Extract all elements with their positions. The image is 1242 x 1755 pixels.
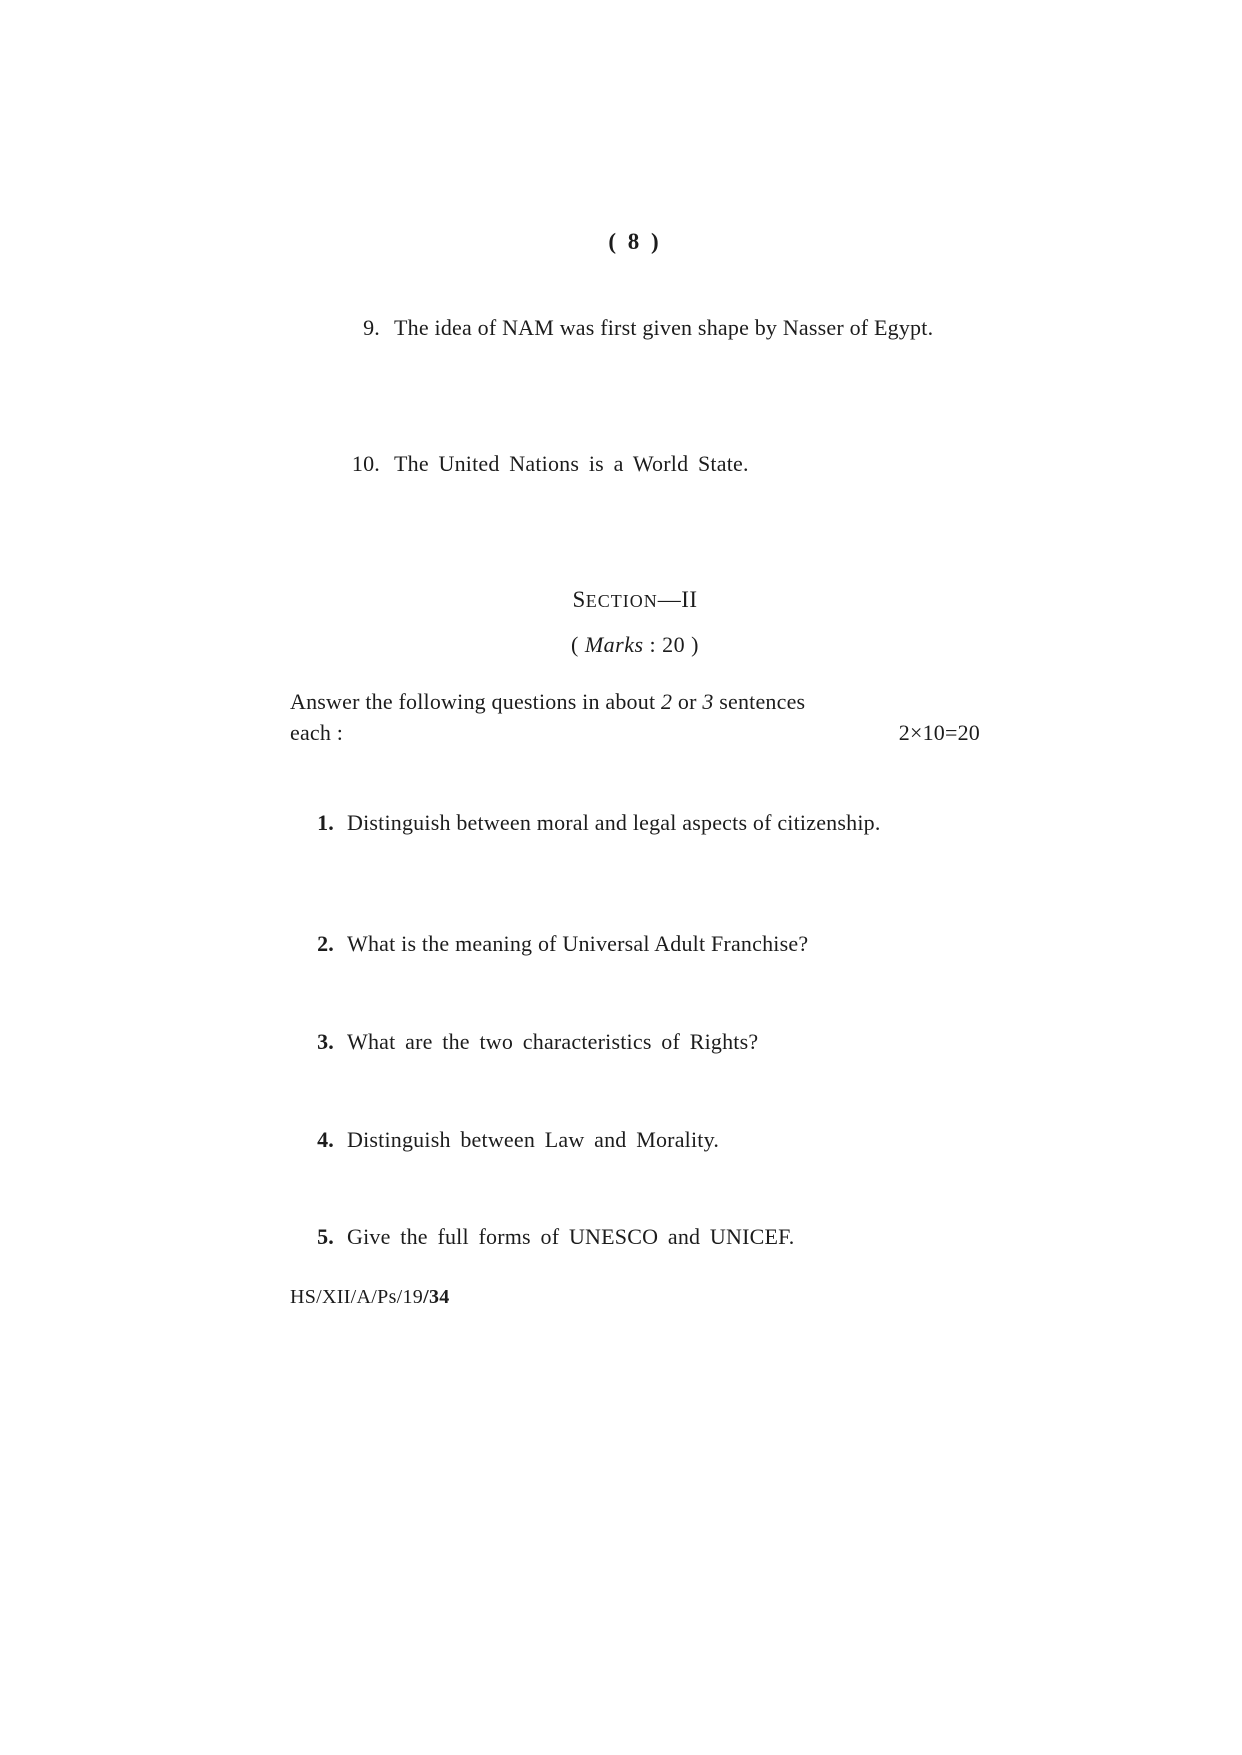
question-5-text: Give the full forms of UNESCO and UNICEF. xyxy=(347,1224,795,1249)
question-4-number: 4. xyxy=(317,1127,334,1152)
page-number: ( 8 ) xyxy=(608,229,662,254)
section-marks xyxy=(290,632,980,658)
marks-close: : 20 ) xyxy=(643,632,699,657)
instruction-text-1: Answer the following questions in about xyxy=(290,689,661,714)
question-4 xyxy=(290,1124,980,1156)
question-4-text: Distinguish between Law and Morality. xyxy=(347,1127,720,1152)
question-1 xyxy=(290,807,980,839)
instruction-text-3: sentences xyxy=(713,689,806,714)
marks-label: Marks xyxy=(584,632,644,657)
footer-code-bold: /34 xyxy=(423,1286,450,1308)
question-2-number: 2. xyxy=(317,931,334,956)
section-title-initial: S xyxy=(572,587,586,612)
question-5 xyxy=(290,1221,980,1253)
section-title xyxy=(290,587,980,613)
instruction-each: each : xyxy=(290,720,344,746)
instruction-italic-3: 3 xyxy=(702,689,714,714)
statement-10-number: 10. xyxy=(351,451,380,476)
instruction-text-2: or xyxy=(672,689,703,714)
instruction-italic-2: 2 xyxy=(660,689,673,714)
instruction-line-2 xyxy=(290,717,980,748)
instruction-line-1 xyxy=(290,686,980,717)
statement-10 xyxy=(290,448,980,479)
statement-9-number: 9. xyxy=(363,315,380,340)
question-3 xyxy=(290,1026,980,1058)
question-2-text: What is the meaning of Universal Adult Franchise? xyxy=(347,931,809,956)
statement-10-text: The United Nations is a World State. xyxy=(394,451,749,476)
question-3-number: 3. xyxy=(317,1029,334,1054)
footer-code: HS/XII/A/Ps/19 xyxy=(290,1286,424,1308)
marks-scheme: 2×10=20 xyxy=(898,720,980,746)
question-3-text: What are the two characteristics of Rights? xyxy=(347,1029,759,1054)
footer-paper-code xyxy=(290,1286,980,1309)
content-column xyxy=(290,0,980,1755)
statement-9-text: The idea of NAM was first given shape by Nasser of Egypt. xyxy=(394,315,934,340)
section-instruction xyxy=(290,686,980,748)
question-1-number: 1. xyxy=(317,810,334,835)
question-1-text: Distinguish between moral and legal aspects of citizenship. xyxy=(347,810,881,835)
statement-9 xyxy=(290,312,980,343)
section-title-suffix: —II xyxy=(657,587,698,612)
section-title-smallcaps: ECTION xyxy=(585,591,658,611)
question-5-number: 5. xyxy=(317,1224,334,1249)
question-2 xyxy=(290,928,980,960)
marks-open: ( xyxy=(571,632,585,657)
